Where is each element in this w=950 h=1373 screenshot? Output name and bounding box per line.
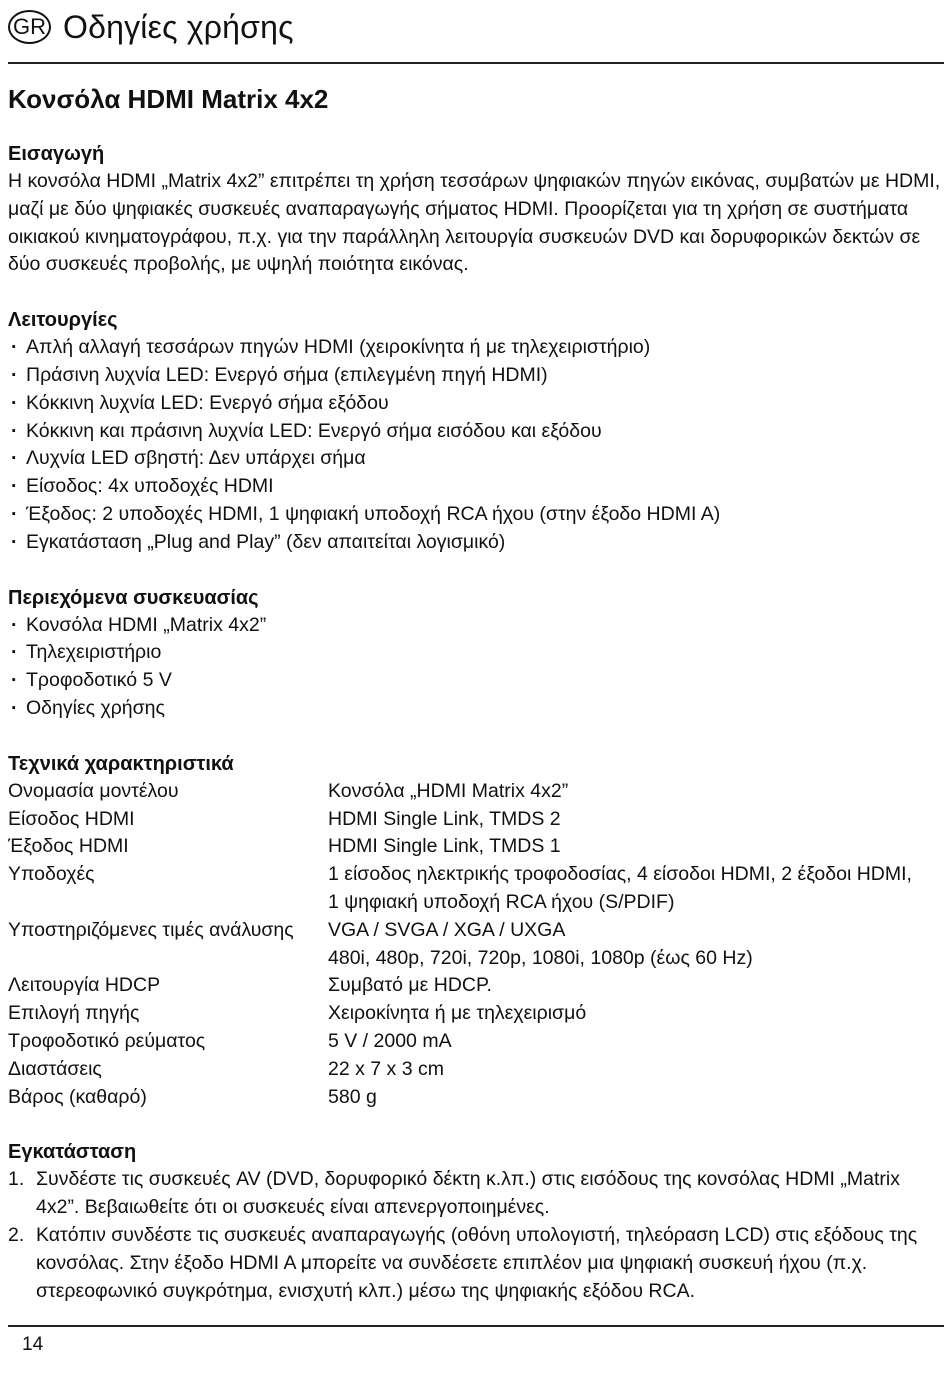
spec-row xyxy=(8,861,944,917)
page-header xyxy=(8,2,294,52)
list-item: · Είσοδος: 4x υποδοχές HDMI xyxy=(8,473,944,501)
step-text: Συνδέστε τις συσκευές AV (DVD, δορυφορικό δέκτη κ.λπ.) στις εισόδους της κονσόλας HDMI „Matrix 4x2”. Βεβαιωθείτε ότι οι συσκευές είναι απενεργοποιημένες. xyxy=(36,1168,900,1219)
document-body xyxy=(8,140,944,1332)
spec-row xyxy=(8,1000,944,1028)
specs-section xyxy=(8,750,944,1112)
spec-row xyxy=(8,778,944,806)
page-number: 14 xyxy=(22,1334,44,1355)
installation-step xyxy=(8,1166,944,1222)
list-item: · Απλή αλλαγή τεσσάρων πηγών HDMI (χειροκίνητα ή με τηλεχειριστήριο) xyxy=(8,334,944,362)
spec-value: HDMI Single Link, TMDS 1 xyxy=(328,835,561,858)
spec-value xyxy=(328,917,944,973)
spec-value-line: 480i, 480p, 720i, 720p, 1080i, 1080p (έως 60 Hz) xyxy=(328,946,753,969)
spec-label: Υποστηριζόμενες τιμές ανάλυσης xyxy=(8,918,294,941)
document-title: Κονσόλα HDMI Matrix 4x2 xyxy=(8,84,329,114)
intro-heading: Εισαγωγή xyxy=(8,143,105,165)
list-item: · Κόκκινη και πράσινη λυχνία LED: Ενεργό σήμα εισόδου και εξόδου xyxy=(8,418,944,446)
spec-row xyxy=(8,1028,944,1056)
spec-value xyxy=(328,861,944,917)
spec-label: Επιλογή πηγής xyxy=(8,1002,140,1025)
functions-heading: Λειτουργίες xyxy=(8,309,118,332)
list-item: · Λυχνία LED σβηστή: Δεν υπάρχει σήμα xyxy=(8,445,944,473)
spec-label: Διαστάσεις xyxy=(8,1057,102,1080)
list-item: · Έξοδος: 2 υποδοχές HDMI, 1 ψηφιακή υποδοχή RCA ήχου (στην έξοδο HDMI A) xyxy=(8,501,944,529)
spec-label: Έξοδος HDMI xyxy=(8,835,129,858)
spec-row xyxy=(8,806,944,834)
header-title: Οδηγίες χρήσης xyxy=(63,8,294,45)
spec-row xyxy=(8,833,944,861)
spec-value-line: 1 είσοδος ηλεκτρικής τροφοδοσίας, 4 είσοδοι HDMI, 2 έξοδοι HDMI, xyxy=(328,863,912,886)
spec-value: Συμβατό με HDCP. xyxy=(328,974,492,997)
specs-heading: Τεχνικά χαρακτηριστικά xyxy=(8,752,234,775)
spec-value: HDMI Single Link, TMDS 2 xyxy=(328,807,561,830)
installation-heading: Εγκατάσταση xyxy=(8,1141,137,1164)
spec-row xyxy=(8,972,944,1000)
spec-value: 5 V / 2000 mA xyxy=(328,1029,452,1052)
installation-section xyxy=(8,1138,944,1305)
spec-label: Βάρος (καθαρό) xyxy=(8,1085,147,1108)
step-number: 1. xyxy=(8,1168,25,1191)
spec-row xyxy=(8,917,944,973)
list-item: · Κόκκινη λυχνία LED: Ενεργό σήμα εξόδου xyxy=(8,390,944,418)
spec-value: Χειροκίνητα ή με τηλεχειρισμό xyxy=(328,1002,587,1025)
intro-text: Η κονσόλα HDMI „Matrix 4x2” επιτρέπει τη χρήση τεσσάρων ψηφιακών πηγών εικόνας, συμβατών με HDMI, μαζί με δύο ψηφιακές συσκευές αναπαραγωγής σήματος HDMI. Προορίζεται για τη χρήση σε συστήματα οικιακού κινηματογράφου, π.χ. για την παράλληλη λειτουργία συσκευών DVD και δορυφορικών δεκτών σε δύο συσκευές προβολής, με υψηλή ποιότητα εικόνας. xyxy=(8,170,941,276)
package-contents-list xyxy=(8,612,944,723)
spec-label: Υποδοχές xyxy=(8,863,95,886)
spec-value-line: VGA / SVGA / XGA / UXGA xyxy=(328,918,566,941)
spec-row xyxy=(8,1084,944,1112)
list-item: · Τροφοδοτικό 5 V xyxy=(8,667,944,695)
spec-value: 580 g xyxy=(328,1085,377,1108)
spec-label: Είσοδος HDMI xyxy=(8,807,135,830)
installation-step xyxy=(8,1222,944,1305)
spec-value-line: 1 ψηφιακή υποδοχή RCA ήχου (S/PDIF) xyxy=(328,890,675,913)
spec-row xyxy=(8,1056,944,1084)
list-item: · Κονσόλα HDMI „Matrix 4x2” xyxy=(8,612,944,640)
language-badge: GR xyxy=(8,10,51,44)
package-contents-heading: Περιεχόμενα συσκευασίας xyxy=(8,586,259,609)
step-number: 2. xyxy=(8,1223,25,1246)
installation-steps xyxy=(8,1166,944,1305)
list-item: · Οδηγίες χρήσης xyxy=(8,695,944,723)
header-divider xyxy=(8,62,944,64)
spec-value: 22 x 7 x 3 cm xyxy=(328,1057,444,1080)
package-contents-section xyxy=(8,584,944,723)
step-text: Κατόπιν συνδέστε τις συσκευές αναπαραγωγής (οθόνη υπολογιστή, τηλεόραση LCD) στις εξόδους της κονσόλας. Στην έξοδο HDMI A μπορείτε να συνδέσετε επιπλέον μια ψηφιακή συσκευή ήχου (π.χ. στερεοφωνικό συγκρότημα, ενισχυτή κλπ.) μέσω της ψηφιακής εξόδου RCA. xyxy=(36,1223,918,1302)
spec-label: Τροφοδοτικό ρεύματος xyxy=(8,1029,206,1052)
spec-value: Κονσόλα „HDMI Matrix 4x2” xyxy=(328,779,569,802)
spec-label: Λειτουργία HDCP xyxy=(8,974,161,997)
intro-section xyxy=(8,140,944,279)
list-item: · Εγκατάσταση „Plug and Play” (δεν απαιτείται λογισμικό) xyxy=(8,529,944,557)
list-item: · Πράσινη λυχνία LED: Ενεργό σήμα (επιλεγμένη πηγή HDMI) xyxy=(8,362,944,390)
functions-list xyxy=(8,334,944,556)
list-item: · Τηλεχειριστήριο xyxy=(8,639,944,667)
spec-label: Ονομασία μοντέλου xyxy=(8,779,179,802)
functions-section xyxy=(8,306,944,556)
footer-divider xyxy=(8,1325,944,1327)
